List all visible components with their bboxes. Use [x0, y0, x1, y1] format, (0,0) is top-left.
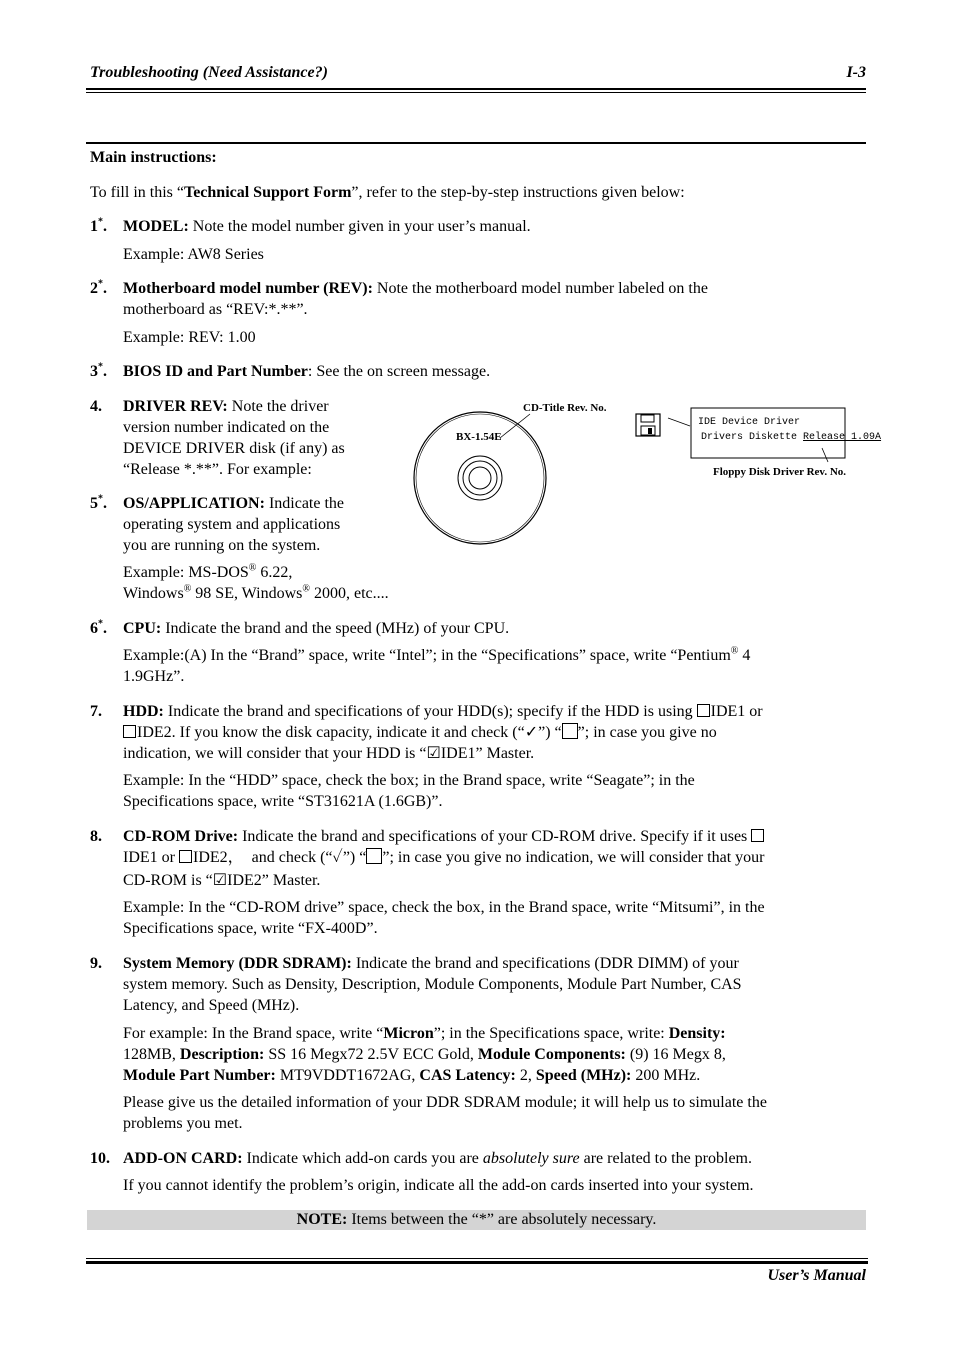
- footer-rule-thin: [86, 1258, 868, 1259]
- item-number-1: 1*.: [90, 216, 107, 235]
- item-number-10: 10.: [90, 1150, 110, 1167]
- page-number: I-3: [846, 64, 866, 81]
- floppy-arrow: [668, 418, 690, 426]
- header-rule-thin: [86, 92, 866, 93]
- checkbox-icon: [751, 829, 764, 842]
- item-number-8: 8.: [90, 828, 102, 845]
- item-motherboard-example: Example: REV: 1.00: [123, 329, 256, 346]
- item-number-9: 9.: [90, 955, 102, 972]
- checked-box-icon: ☑: [212, 872, 228, 889]
- note-bar: NOTE: Items between the “*” are absolutely necessary.: [87, 1210, 866, 1230]
- checked-box-icon: ☑: [426, 745, 441, 762]
- item-add-on-card: ADD-ON CARD: Indicate which add-on cards you are absolutely sure are related to the problem. If you cannot identify the problem’s origin, indicate all the add-on cards inserted into your system.: [123, 1150, 754, 1194]
- item-motherboard: Motherboard model number (REV): Note the motherboard model number labeled on the motherboard as “REV:*.**”. Example: REV: 1.00: [123, 278, 861, 348]
- floppy-disk-icon: [636, 414, 660, 436]
- driver-rev-figure: [410, 400, 870, 560]
- intro-paragraph: To fill in this “Technical Support Form”, refer to the step-by-step instructions given below:: [90, 184, 685, 201]
- item-cdrom: CD-ROM Drive: Indicate the brand and specifications of your CD-ROM drive. Specify if it uses IDE1 or IDE2， and check (“✓”) “ ”; in case you give no indication, we will consider that your CD-ROM is “☑IDE2” Master. Example: In the “CD-ROM drive” space, check the box, in the Brand space, write “Mitsumi”, in the Specifications space, write “FX-400D”.: [123, 828, 765, 937]
- checkbox-icon: [697, 704, 710, 717]
- section-title: Main instructions:: [90, 149, 217, 166]
- floppy-line-2: Drivers Diskette Release 1.09A: [701, 432, 882, 443]
- checkbox-icon: [123, 725, 136, 738]
- header-rule-thick: [86, 88, 866, 90]
- header-title: Troubleshooting (Need Assistance?): [90, 64, 328, 81]
- cd-label-pointer: [500, 414, 530, 438]
- item-driver-rev: DRIVER REV: Note the driver version number indicated on the DEVICE DRIVER disk (if any) as “Release *.**”. For example:: [123, 398, 345, 478]
- item-model-example: Example: AW8 Series: [123, 246, 264, 263]
- item-number-7: 7.: [90, 703, 102, 720]
- checkbox-icon: [179, 850, 192, 863]
- floppy-line-1: IDE Device Driver: [698, 417, 801, 428]
- item-number-2: 2*.: [90, 278, 107, 297]
- checkbox-icon: [366, 848, 382, 864]
- item-number-3: 3*.: [90, 361, 107, 380]
- section-rule: [86, 142, 866, 144]
- cd-disc-text: BX-1.54E: [456, 431, 502, 443]
- item-model: MODEL: Note the model number given in your user’s manual. Example: AW8 Series: [123, 216, 861, 265]
- item-number-5: 5*.: [90, 493, 107, 512]
- item-cpu: CPU: Indicate the brand and the speed (MHz) of your CPU. Example:(A) In the “Brand” space, write “Intel”; in the “Specifications” space, write “Pentium® 4 1.9GHz”.: [123, 620, 751, 685]
- item-hdd: HDD: Indicate the brand and specifications of your HDD(s); specify if the HDD is using IDE1 or IDE2. If you know the disk capacity, indicate it and check (“✓”) “ ”; in case you give no indication, we will consider that your HDD is “☑IDE1” Master. Example: In the “HDD” space, check the box; in the Brand space, write “Seagate”; in the Specifications space, write “ST31621A (1.6GB)”.: [123, 703, 763, 810]
- page-footer: User’s Manual: [767, 1267, 866, 1284]
- page-header: [90, 64, 866, 82]
- floppy-rev-label: Floppy Disk Driver Rev. No.: [713, 466, 847, 478]
- item-number-4: 4.: [90, 398, 102, 415]
- item-system-memory: System Memory (DDR SDRAM): Indicate the brand and specifications (DDR DIMM) of your system memory. Such as Density, Description, Module Components, Module Part Number, CAS Latency, and Speed (MHz). For example: In the Brand space, write “Micron”; in the Specifications space, write: Density: 128MB, Description: SS 16 Megx72 2.5V ECC Gold, Module Components: (9) 16 Megx 8, Module Part Number: MT9VDDT1672AG, CAS Latency: 2, Speed (MHz): 200 MHz. Please give us the detailed information of your DDR SDRAM module; it will help us to simulate the problems you met.: [123, 955, 767, 1132]
- checkbox-icon: [562, 723, 578, 739]
- check-mark-icon: ✓: [332, 849, 343, 866]
- item-number-6: 6*.: [90, 618, 107, 637]
- item-os-application: OS/APPLICATION: Indicate the operating system and applications you are running on the system. Example: MS-DOS® 6.22, Windows® 98 SE, Windows® 2000, etc....: [123, 495, 389, 602]
- item-bios: BIOS ID and Part Number: See the on screen message.: [123, 363, 491, 380]
- cd-title-label: CD-Title Rev. No.: [523, 402, 607, 414]
- check-mark-icon: ✓: [524, 724, 539, 741]
- footer-rule-thick: [86, 1261, 868, 1264]
